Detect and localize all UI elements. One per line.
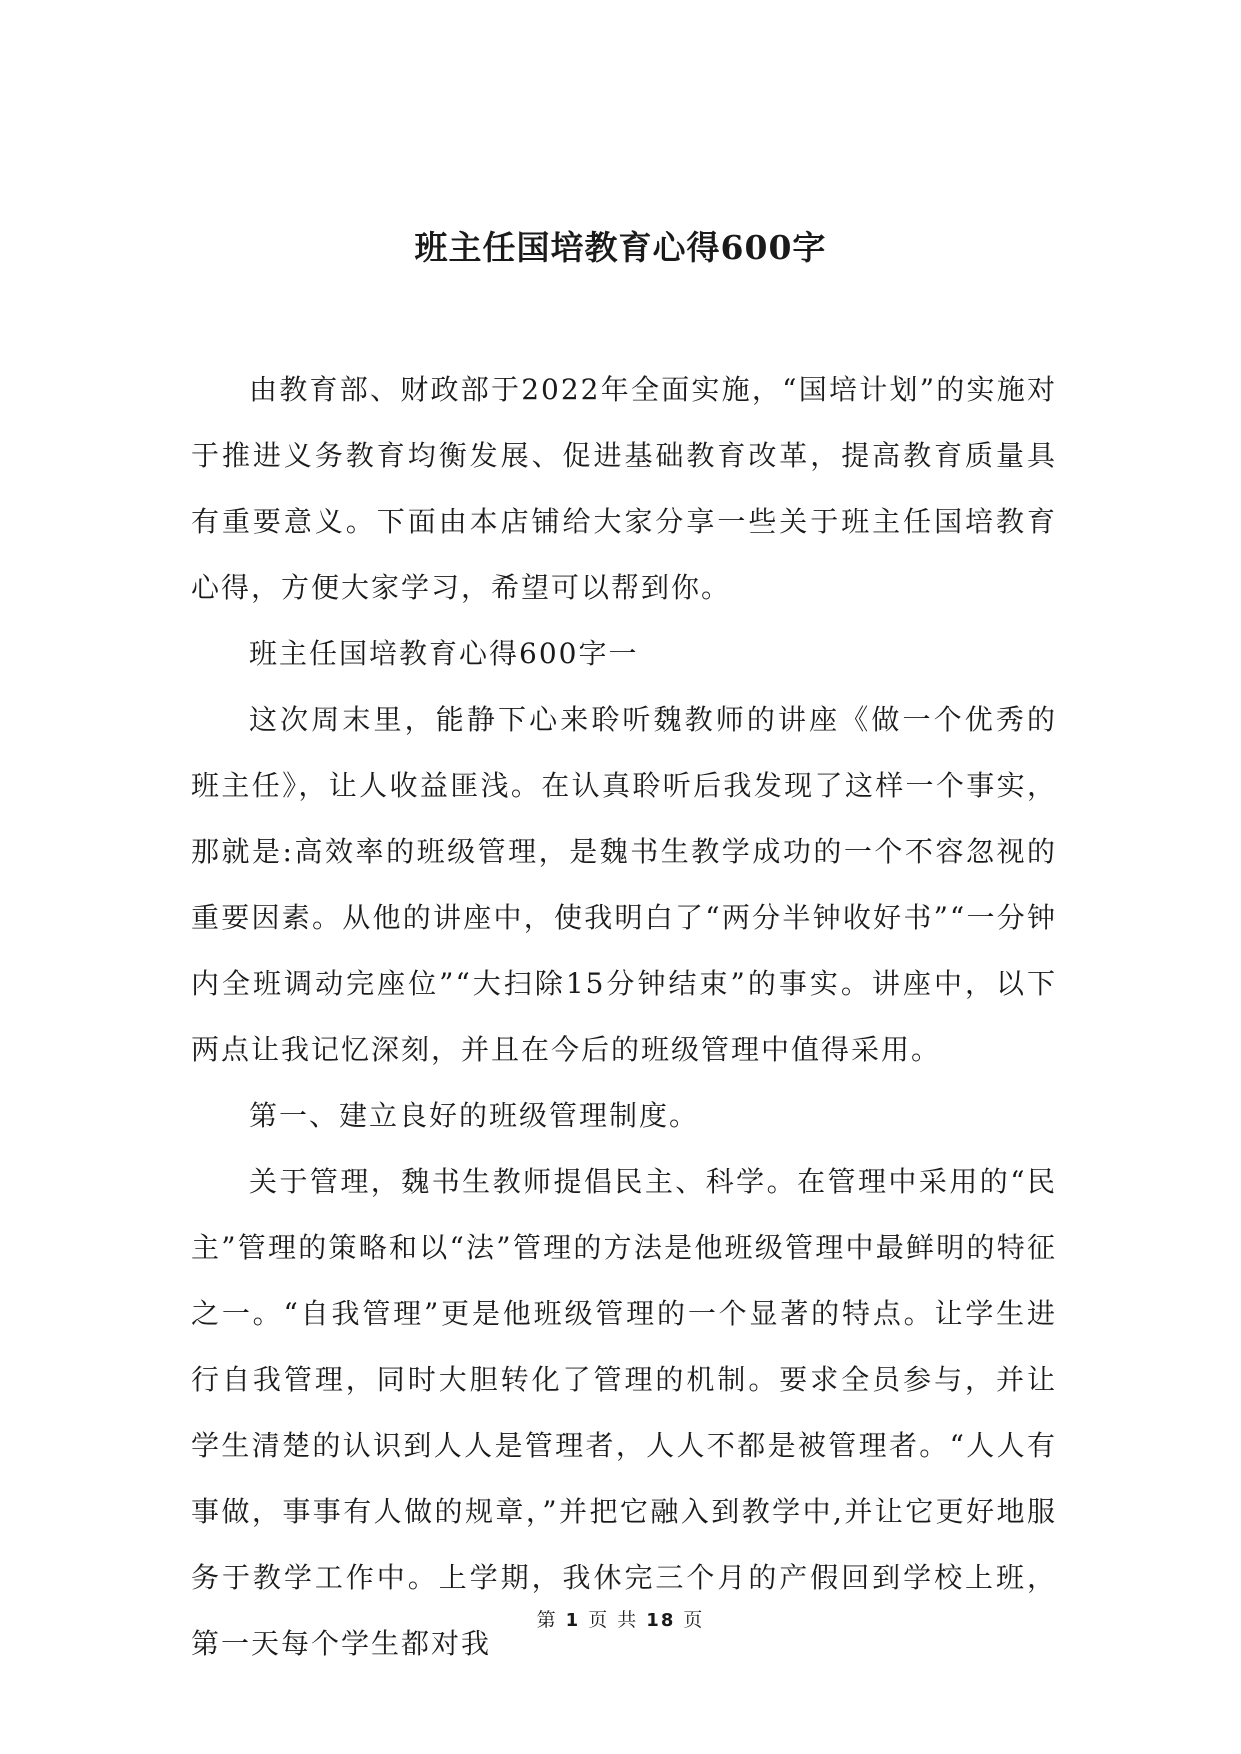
section-heading-1: 班主任国培教育心得600字一 xyxy=(249,637,639,670)
paragraph-intro: 由教育部、财政部于2022年全面实施，“国培计划”的实施对于推进义务教育均衡发展、促进基础教育改革，提高教育质量具有重要意义。下面由本店铺给大家分享一些关于班主任国培教育心得，方便大家学习，希望可以帮到你。 xyxy=(191,373,1057,604)
point-heading-1: 第一、建立良好的班级管理制度。 xyxy=(249,1099,700,1132)
paragraph-management: 关于管理，魏书生教师提倡民主、科学。在管理中采用的“民主”管理的策略和以“法”管理的方法是他班级管理中最鲜明的特征之一。“自我管理”更是他班级管理的一个显著的特点。让学生进行自我管理，同时大胆转化了管理的机制。要求全员参与，并让学生清楚的认识到人人是管理者，人人不都是被管理者。“人人有事做，事事有人做的规章，”并把它融入到教学中,并让它更好地服务于教学工作中。上学期，我休完三个月的产假回到学校上班，第一天每个学生都对我 xyxy=(191,1165,1057,1660)
footer-middle: 页 共 xyxy=(588,1609,639,1631)
current-page-number: 1 xyxy=(565,1610,581,1631)
paragraph-lecture: 这次周末里，能静下心来聆听魏教师的讲座《做一个优秀的班主任》，让人收益匪浅。在认真聆听后我发现了这样一个事实，那就是:高效率的班级管理，是魏书生教学成功的一个不容忽视的重要因素。从他的讲座中，使我明白了“两分半钟收好书”“一分钟内全班调动完座位”“大扫除15分钟结束”的事实。讲座中，以下两点让我记忆深刻，并且在今后的班级管理中值得采用。 xyxy=(191,703,1057,1066)
footer-prefix: 第 xyxy=(536,1609,558,1631)
footer-suffix: 页 xyxy=(683,1609,705,1631)
page-footer xyxy=(0,1605,1241,1632)
document-title: 班主任国培教育心得600字 xyxy=(414,228,827,267)
total-pages-number: 18 xyxy=(646,1610,676,1631)
document-body xyxy=(191,357,1057,1677)
